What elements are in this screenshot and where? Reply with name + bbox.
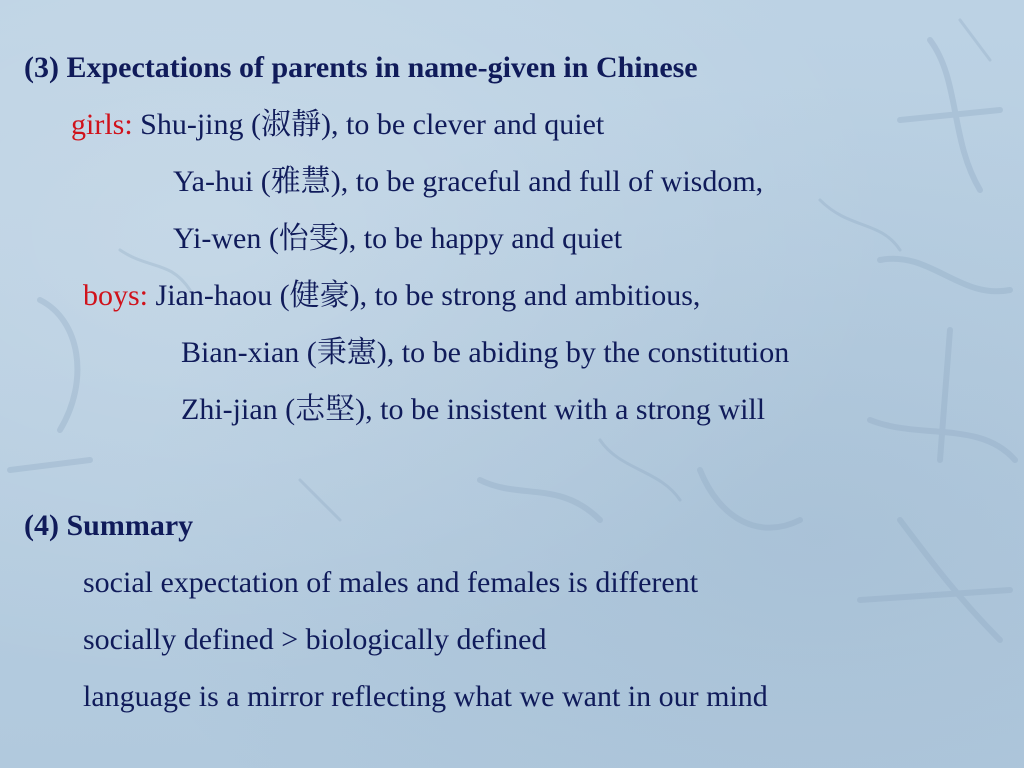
- section-3-heading: (3) Expectations of parents in name-given in Chinese: [24, 51, 698, 84]
- boys-name-2: Bian-xian (秉憲), to be abiding by the constitution: [181, 336, 790, 369]
- girls-label: girls:: [71, 108, 133, 141]
- boys-name-1: Jian-haou (健豪), to be strong and ambitious,: [155, 279, 701, 312]
- girls-name-2: Ya-hui (雅慧), to be graceful and full of wisdom,: [173, 165, 764, 198]
- summary-item-3: language is a mirror reflecting what we want in our mind: [83, 680, 768, 713]
- girls-name-1: Shu-jing (淑靜), to be clever and quiet: [140, 108, 605, 141]
- girls-row-1: [71, 107, 604, 143]
- section-4-heading: (4) Summary: [24, 509, 194, 542]
- girls-name-3: Yi-wen (怡雯), to be happy and quiet: [173, 222, 623, 255]
- summary-item-1: social expectation of males and females is different: [83, 566, 699, 599]
- boys-label: boys:: [83, 279, 149, 312]
- boys-name-3: Zhi-jian (志堅), to be insistent with a strong will: [181, 393, 766, 426]
- boys-row-1: [83, 278, 700, 314]
- summary-item-2: socially defined > biologically defined: [83, 623, 547, 656]
